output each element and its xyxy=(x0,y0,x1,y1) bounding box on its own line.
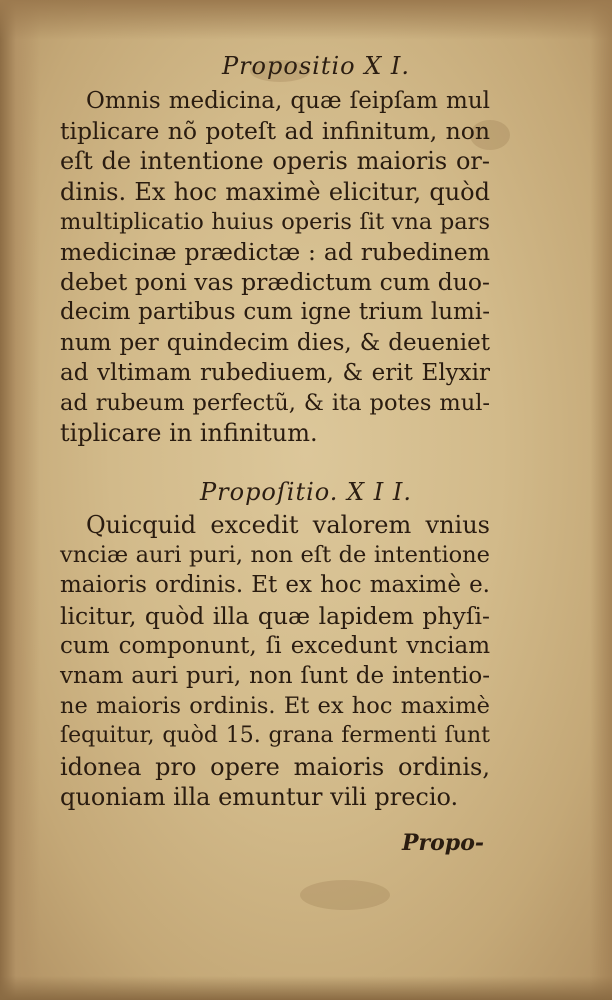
text-line: ſequitur, quòd 15. grana fermenti ſunt xyxy=(60,723,490,749)
catchword: Propo- xyxy=(402,830,484,856)
text-line: vnam auri puri, non ſunt de intentio- xyxy=(60,662,490,689)
text-line: debet poni vas prædictum cum duo- xyxy=(60,268,490,297)
text-line: vnciæ auri puri, non eſt de intentione xyxy=(60,542,490,569)
text-line: multiplicatio huius operis ſit vna pars xyxy=(60,208,490,235)
stain xyxy=(300,880,390,910)
text-line: ad vltimam rubediuem, & erit Elyxir xyxy=(60,359,490,386)
proposition-11-text xyxy=(60,86,490,448)
text-line: quoniam illa emuntur vili precio. xyxy=(60,782,459,811)
text-line: tiplicare nõ poteſt ad infinitum, non xyxy=(60,117,490,146)
text-line: dinis. Ex hoc maximè elicitur, quòd xyxy=(60,177,490,206)
proposition-12-text xyxy=(60,510,490,812)
text-line: ad rubeum perfectũ, & ita potes mul- xyxy=(60,389,490,416)
text-line: Quicquid excedit valorem vnius xyxy=(86,511,490,539)
text-line: eſt de intentione operis maioris or- xyxy=(60,147,490,176)
proposition-12-heading: Propoſitio. X I I. xyxy=(200,478,412,506)
text-line: cum componunt, ſi excedunt vnciam xyxy=(60,632,490,659)
page-edge-bottom xyxy=(0,976,612,1000)
text-line: tiplicare in infinitum. xyxy=(60,419,318,448)
text-line: decim partibus cum igne trium lumi- xyxy=(60,299,490,326)
text-line: num per quindecim dies, & deueniet xyxy=(60,329,490,356)
text-line: licitur, quòd illa quæ lapidem phyſi- xyxy=(60,601,490,630)
text-line: Omnis medicina, quæ ſeipſam mul xyxy=(86,88,490,114)
text-line: idonea pro opere maioris ordinis, xyxy=(60,752,490,781)
text-line: medicinæ prædictæ : ad rubedinem xyxy=(60,237,490,266)
text-line: ne maioris ordinis. Et ex hoc maximè xyxy=(60,693,490,720)
page-edge-top xyxy=(0,0,612,40)
text-line: maioris ordinis. Et ex hoc maximè e. xyxy=(60,572,490,599)
proposition-11-heading: Propositio X I. xyxy=(221,52,411,80)
